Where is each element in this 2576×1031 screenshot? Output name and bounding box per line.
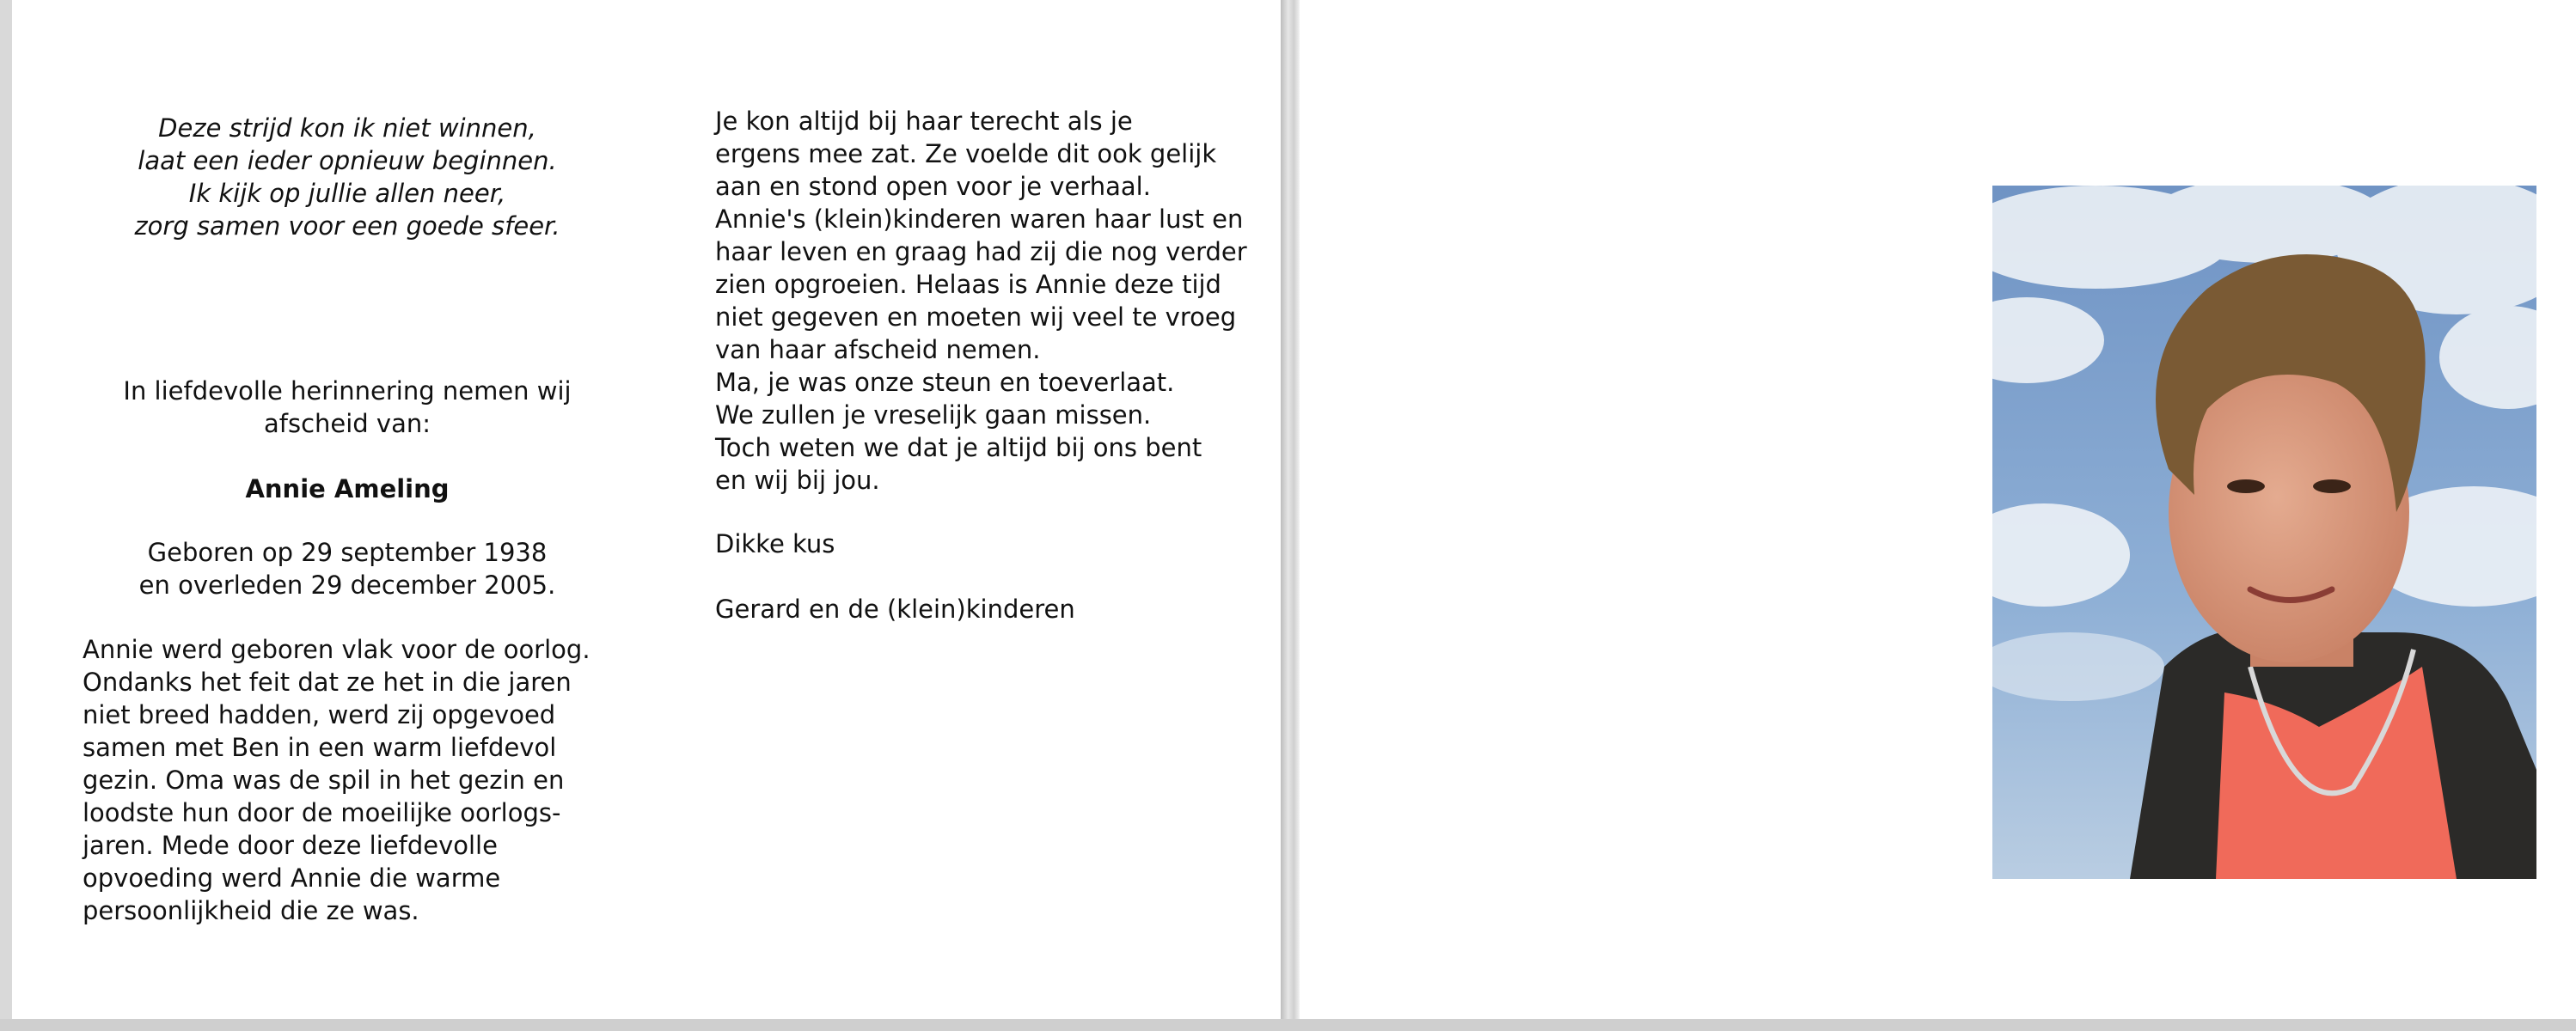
message-line: We zullen je vreselijk gaan missen.	[715, 400, 1152, 430]
bio-line: persoonlijkheid die ze was.	[83, 896, 419, 925]
family-message	[715, 105, 1265, 497]
date-line: en overleden 29 december 2005.	[138, 570, 556, 600]
message-line: en wij bij jou.	[715, 466, 880, 495]
card-left-page	[12, 0, 1281, 1019]
bio-line: Annie werd geboren vlak voor de oorlog.	[83, 635, 590, 664]
message-line: Annie's (klein)kinderen waren haar lust en	[715, 204, 1244, 234]
bio-line: jaren. Mede door deze liefdevolle	[83, 831, 498, 860]
intro-line: In liefdevolle herinnering nemen wij	[123, 376, 572, 406]
right-eye	[2313, 479, 2351, 493]
left-eye	[2227, 479, 2265, 493]
bio-line: loodste hun door de moeilijke oorlogs-	[83, 798, 561, 827]
bio-line: gezin. Oma was de spil in het gezin en	[83, 766, 565, 795]
bio-line: opvoeding werd Annie die warme	[83, 863, 501, 893]
poem-line: Deze strijd kon ik niet winnen,	[158, 113, 536, 143]
message-line: zien opgroeien. Helaas is Annie deze tijd	[715, 270, 1221, 299]
poem-line: Ik kijk op jullie allen neer,	[188, 179, 506, 208]
closing-text: Dikke kus	[715, 529, 835, 558]
signature-text: Gerard en de (klein)kinderen	[715, 595, 1075, 624]
remembrance-intro	[81, 375, 614, 440]
bio-line: samen met Ben in een warm liefdevol	[83, 733, 557, 762]
deceased-name: Annie Ameling	[245, 474, 450, 503]
bio-line: Ondanks het feit dat ze het in die jaren	[83, 668, 572, 697]
biography-text	[83, 633, 615, 927]
poem-line: zorg samen voor een goede sfeer.	[134, 211, 560, 241]
card-fold	[1281, 0, 1300, 1031]
poem-line: laat een ieder opnieuw beginnen.	[138, 146, 557, 175]
bio-line: niet breed hadden, werd zij opgevoed	[83, 700, 556, 729]
message-line: Toch weten we dat je altijd bij ons bent	[715, 433, 1202, 462]
message-line: ergens mee zat. Ze voelde dit ook gelijk	[715, 139, 1217, 168]
memorial-poem	[81, 112, 614, 242]
portrait-photo	[1992, 186, 2536, 879]
message-line: Je kon altijd bij haar terecht als je	[715, 107, 1133, 136]
message-line: Ma, je was onze steun en toeverlaat.	[715, 368, 1175, 397]
life-dates	[81, 536, 614, 601]
message-line: aan en stond open voor je verhaal.	[715, 172, 1151, 201]
page-bottom-edge	[0, 1019, 2576, 1031]
date-line: Geboren op 29 september 1938	[147, 538, 548, 567]
message-line: niet gegeven en moeten wij veel te vroeg	[715, 302, 1237, 332]
message-line: haar leven en graag had zij die nog verder	[715, 237, 1247, 266]
intro-line: afscheid van:	[263, 409, 431, 438]
message-line: van haar afscheid nemen.	[715, 335, 1041, 364]
